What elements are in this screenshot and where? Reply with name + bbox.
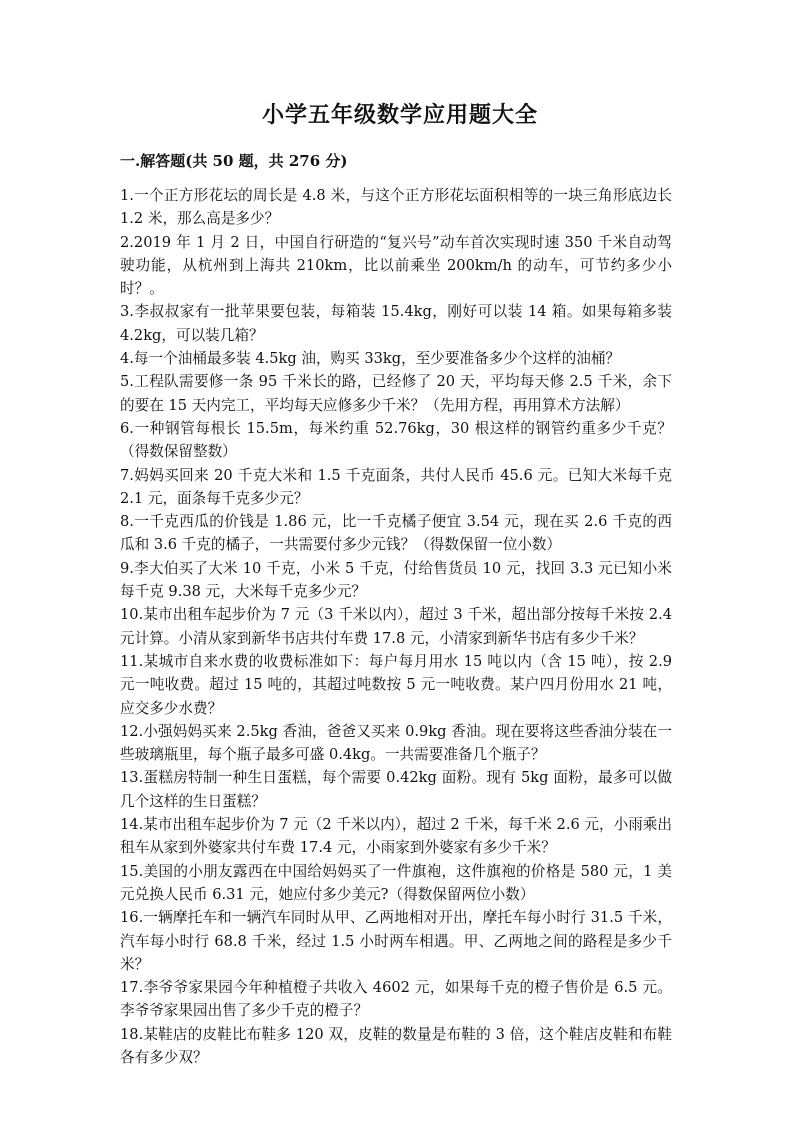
question-item: 18.某鞋店的皮鞋比布鞋多 120 双，皮鞋的数量是布鞋的 3 倍，这个鞋店皮鞋和布鞋各有多少双？ <box>120 1025 672 1066</box>
question-item: 14.某市出租车起步价为 7 元（2 千米以内），超过 2 千米，每千米 2.6 元，小雨乘出租车从家到外婆家共付车费 17.4 元，小雨家到外婆家有多少千米？ <box>120 816 672 857</box>
question-item: 9.李大伯买了大米 10 千克，小米 5 千克，付给售货员 10 元，找回 3.3 元已知小米每千克 9.38 元，大米每千克多少元？ <box>120 559 672 601</box>
question-item: 16.一辆摩托车和一辆汽车同时从甲、乙两地相对开出，摩托车每小时行 31.5 千米，汽车每小时行 68.8 千米，经过 1.5 小时两车相遇。甲、乙两地之间的路程是多少千米？ <box>120 909 672 973</box>
question-item: 11.某城市自来水费的收费标准如下：每户每月用水 15 吨以内（含 15 吨），按 2.9 元一吨收费。超过 15 吨的，其超过吨数按 5 元一吨收费。某户四月份用水 21 吨，应交多少水费？ <box>120 652 672 717</box>
question-item: 2.2019 年 1 月 2 日，中国自行研造的“复兴号”动车首次实现时速 350 千米自动驾驶功能，从杭州到上海共 210km，比以前乘坐 200km/h 的动车，可节约多少小时？。 <box>120 233 672 298</box>
question-item: 17.李爷爷家果园今年种植橙子共收入 4602 元，如果每千克的橙子售价是 6.5 元。李爷爷家果园出售了多少千克的橙子？ <box>120 979 672 1020</box>
question-list <box>120 184 672 1069</box>
question-item: 7.妈妈买回来 20 千克大米和 1.5 千克面条，共付人民币 45.6 元。已知大米每千克 2.1 元，面条每千克多少元？ <box>120 466 672 507</box>
question-item: 1.一个正方形花坛的周长是 4.8 米，与这个正方形花坛面积相等的一块三角形底边长 1.2 米，那么高是多少？ <box>120 187 672 228</box>
question-item: 13.蛋糕房特制一种生日蛋糕，每个需要 0.42kg 面粉。现有 5kg 面粉，最多可以做几个这样的生日蛋糕？ <box>120 769 672 810</box>
question-item: 15.美国的小朋友露西在中国给妈妈买了一件旗袍，这件旗袍的价格是 580 元，1 美元兑换人民币 6.31 元，她应付多少美元?（得数保留两位小数） <box>120 862 672 903</box>
section-heading: 一.解答题(共 50 题，共 276 分) <box>120 152 348 170</box>
question-item: 12.小强妈妈买来 2.5kg 香油，爸爸又买来 0.9kg 香油。现在要将这些香油分装在一些玻璃瓶里，每个瓶子最多可盛 0.4kg。一共需要准备几个瓶子？ <box>120 722 672 764</box>
document-title: 小学五年级数学应用题大全 <box>261 102 538 128</box>
question-item: 8.一千克西瓜的价钱是 1.86 元，比一千克橘子便宜 3.54 元，现在买 2.6 千克的西瓜和 3.6 千克的橘子，一共需要付多少元钱？（得数保留一位小数） <box>120 513 672 554</box>
question-item: 5.工程队需要修一条 95 千米长的路，已经修了 20 天，平均每天修 2.5 千米，余下的要在 15 天内完工，平均每天应修多少千米？（先用方程，再用算术方法解） <box>120 373 672 414</box>
question-item: 4.每一个油桶最多装 4.5kg 油，购买 33kg，至少要准备多少个这样的油桶？ <box>120 350 621 368</box>
question-item: 3.李叔叔家有一批苹果要包装，每箱装 15.4kg，刚好可以装 14 箱。如果每箱多装 4.2kg，可以装几箱？ <box>120 303 672 344</box>
question-item: 6.一种钢管每根长 15.5m，每米约重 52.76kg，30 根这样的钢管约重多少千克？（得数保留整数） <box>120 419 672 461</box>
question-item: 10.某市出租车起步价为 7 元（3 千米以内），超过 3 千米，超出部分按每千米按 2.4 元计算。小清从家到新华书店共付车费 17.8 元，小清家到新华书店有多少千米？ <box>120 606 672 647</box>
